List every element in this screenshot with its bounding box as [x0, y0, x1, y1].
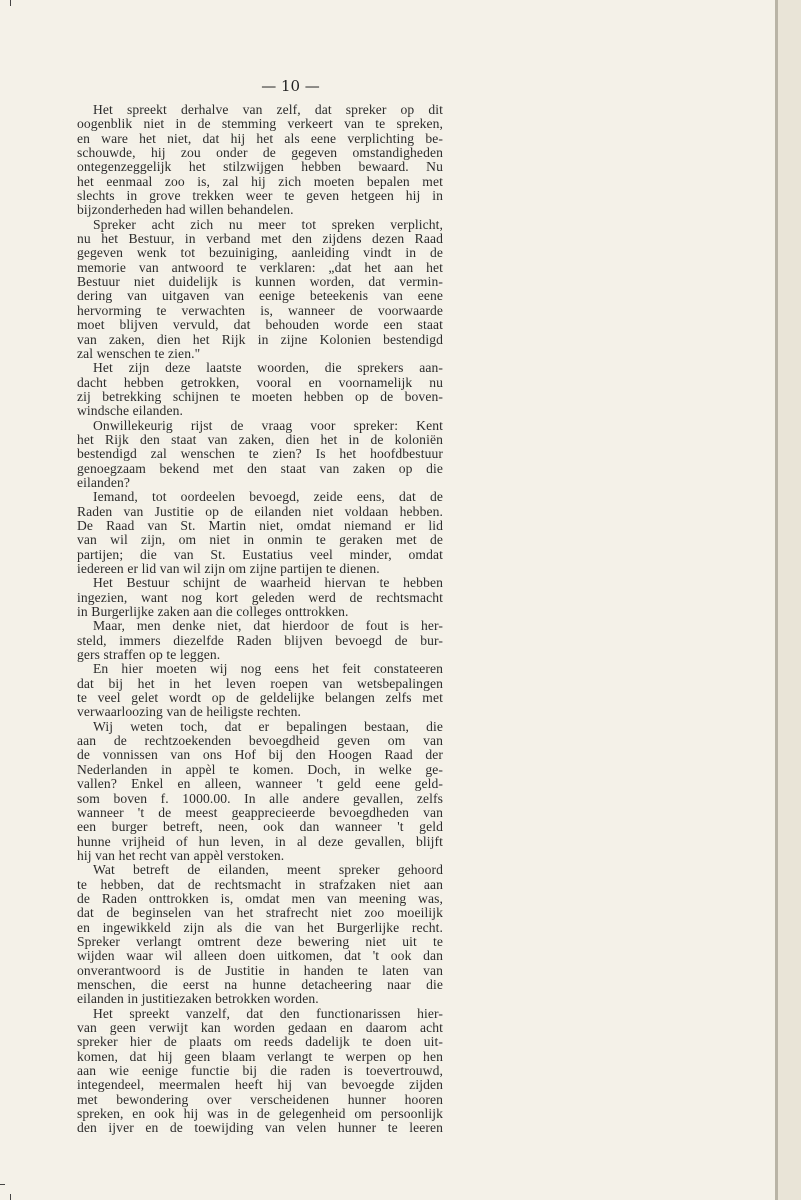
text-line: van wil zijn, om niet in onmin te geraken met de [77, 532, 443, 548]
text-line: Bestuur niet duidelijk is kunnen worden, dat vermin- [77, 274, 443, 290]
text-line: oogenblik niet in de stemming verkeert van te spreken, [77, 116, 443, 132]
paragraph [77, 863, 443, 1006]
text-line: wijden waar wil alleen doen uitkomen, dat 't ook dan [77, 948, 443, 964]
paragraph [77, 1007, 443, 1136]
text-line: nu het Bestuur, in verband met den zijdens dezen Raad [77, 231, 443, 247]
text-line: in Burgerlijke zaken aan die colleges onttrokken. [77, 604, 349, 620]
text-line: iedereen er lid van wil zijn om zijne partijen te dienen. [77, 561, 380, 576]
text-line: en ware het niet, dat hij het als eene verplichting be- [77, 130, 443, 146]
text-line: dat bij het in het leven roepen van wetsbepalingen [77, 675, 443, 691]
text-line: met bewondering over verscheidenen hunner hooren [77, 1091, 443, 1107]
text-line: dat de beginselen van het strafrecht niet zoo moeilijk [77, 905, 443, 921]
text-line: het eenmaal zoo is, zal hij zich moeten bepalen met [77, 173, 443, 189]
text-line: en ingewikkeld zijn als die van het Burgerlijke recht. [77, 919, 443, 935]
text-line: integendeel, meermalen heeft hij van bevoegde zijden [77, 1077, 443, 1093]
text-line: Maar, men denke niet, dat hierdoor de fout is her- [93, 618, 443, 634]
text-line: den ijver en de toewijding van velen hunner te leeren [77, 1120, 443, 1136]
text-line: windsche eilanden. [77, 403, 183, 419]
text-line: Onwillekeurig rijst de vraag voor spreker: Kent [93, 417, 443, 433]
text-line: vallen? Enkel en alleen, wanneer 't geld eene geld- [77, 776, 443, 792]
text-line: hervorming te verwachten is, wanneer de voorwaarde [77, 302, 443, 318]
text-line: komen, dat hij geen blaam verlangt te werpen op hen [77, 1048, 443, 1064]
text-line: spreken, en ook hij was in de gelegenheid om persoonlijk [77, 1106, 443, 1122]
text-line: schouwde, hij zou onder de gegeven omstandigheden [77, 145, 443, 161]
text-line: Het spreekt derhalve van zelf, dat spreker op dit [93, 102, 443, 117]
crop-mark [10, 0, 11, 6]
crop-mark [0, 1184, 5, 1185]
paragraph [77, 720, 443, 863]
text-line: gers straffen op te leggen. [77, 647, 221, 663]
text-line: Iemand, tot oordeelen bevoegd, zeide eens, dat de [93, 489, 443, 505]
text-line: Het spreekt vanzelf, dat den functionarissen hier- [93, 1005, 443, 1021]
crop-mark [10, 1194, 11, 1200]
text-line: bijzonderheden had willen behandelen. [77, 202, 294, 218]
paragraph [77, 619, 443, 662]
text-line: partijen; die van St. Eustatius veel minder, omdat [77, 546, 443, 562]
text-line: van zaken, dien het Rijk in zijne Kolonien bestendigd [77, 331, 443, 347]
paragraph [77, 662, 443, 719]
text-line: eilanden in justitiezaken betrokken worden. [77, 991, 319, 1007]
text-line: Het zijn deze laatste woorden, die sprekers aan- [93, 360, 443, 376]
text-line: Nederlanden in appèl te komen. Doch, in welke ge- [77, 761, 443, 777]
text-line: hij van het recht van appèl verstoken. [77, 847, 285, 863]
scan-margin [778, 0, 801, 1200]
text-line: moet blijven vervuld, dat behouden worde een staat [77, 317, 443, 333]
text-line: ingezien, want nog kort geleden werd de rechtsmacht [77, 589, 443, 605]
text-line: genoegzaam bekend met den staat van zaken op die [77, 460, 443, 476]
text-line: een burger betreft, neen, ook dan wanneer 't geld [77, 819, 443, 835]
text-line: Raden van Justitie op de eilanden niet voldaan hebben. [77, 503, 443, 519]
text-line: Het Bestuur schijnt de waarheid hiervan te hebben [93, 575, 443, 591]
text-line: aan de rechtzoekenden bevoegdheid geven om van [77, 733, 443, 749]
text-line: hunne vrijheid of hun leven, in al deze gevallen, blijft [77, 833, 443, 849]
text-line: wanneer 't de meest geapprecieerde bevoegdheden van [77, 804, 443, 820]
text-line: Wat betreft de eilanden, meent spreker gehoord [93, 862, 443, 878]
text-line: steld, immers diezelfde Raden blijven bevoegd de bur- [77, 632, 443, 648]
text-line: dering van uitgaven van eenige beteekenis van eene [77, 288, 443, 304]
text-line: som boven f. 1000.00. In alle andere gevallen, zelfs [77, 790, 443, 806]
text-line: Spreker verlangt omtrent deze bewering niet uit te [77, 933, 443, 949]
text-line: gegeven wenk tot bezuiniging, aanleiding vindt in de [77, 245, 443, 261]
paragraph [77, 103, 443, 218]
text-line: Spreker acht zich nu meer tot spreken verplicht, [93, 216, 443, 232]
text-line: zij betrekking schijnen te moeten hebben op de boven- [77, 388, 443, 404]
text-line: de Raden onttrokken is, omdat men van meening was, [77, 890, 443, 906]
text-line: Wij weten toch, dat er bepalingen bestaan, die [93, 718, 443, 734]
text-line: dacht hebben getrokken, vooral en voornamelijk nu [77, 374, 443, 390]
text-line: aan wie eenige functie bij die raden is toevertrouwd, [77, 1063, 443, 1079]
text-line: de vonnissen van ons Hof bij den Hoogen Raad der [77, 747, 443, 763]
text-line: te veel gelet wordt op de geldelijke belangen zelfs met [77, 690, 443, 706]
text-line: spreker hier de plaats om reeds dadelijk te doen uit- [77, 1034, 443, 1050]
paragraph [77, 490, 443, 576]
text-line: eilanden? [77, 474, 130, 490]
text-line: verwaarloozing van de heiligste rechten. [77, 704, 302, 720]
text-line: En hier moeten wij nog eens het feit constateeren [93, 661, 443, 677]
text-line: onverantwoord is de Justitie in handen te laten van [77, 962, 443, 978]
text-line: van geen verwijt kan worden gedaan en daarom acht [77, 1020, 443, 1035]
paragraph [77, 576, 443, 619]
text-line: memorie van antwoord te verklaren: „dat het aan het [77, 259, 443, 275]
text-line: zal wenschen te zien." [77, 345, 201, 361]
text-line: het Rijk den staat van zaken, dien het in de koloniën [77, 431, 443, 447]
text-line: slechts in grove trekken weer te geven hetgeen hij in [77, 188, 443, 204]
paragraph [77, 218, 443, 361]
text-line: ontegenzeggelijk het stilzwijgen hebben bewaard. Nu [77, 159, 443, 175]
text-line: De Raad van St. Martin niet, omdat niemand er lid [77, 517, 443, 533]
text-line: te hebben, dat de rechtsmacht in strafzaken niet aan [77, 876, 443, 892]
text-line: bestendigd zal wenschen te zien? Is het hoofdbestuur [77, 446, 443, 462]
text-line: menschen, die eerst na hunne detacheering naar die [77, 976, 443, 992]
page-number: — 10 — [261, 77, 320, 95]
paragraph [77, 361, 443, 418]
paragraph [77, 419, 443, 491]
body-text [77, 103, 443, 1136]
